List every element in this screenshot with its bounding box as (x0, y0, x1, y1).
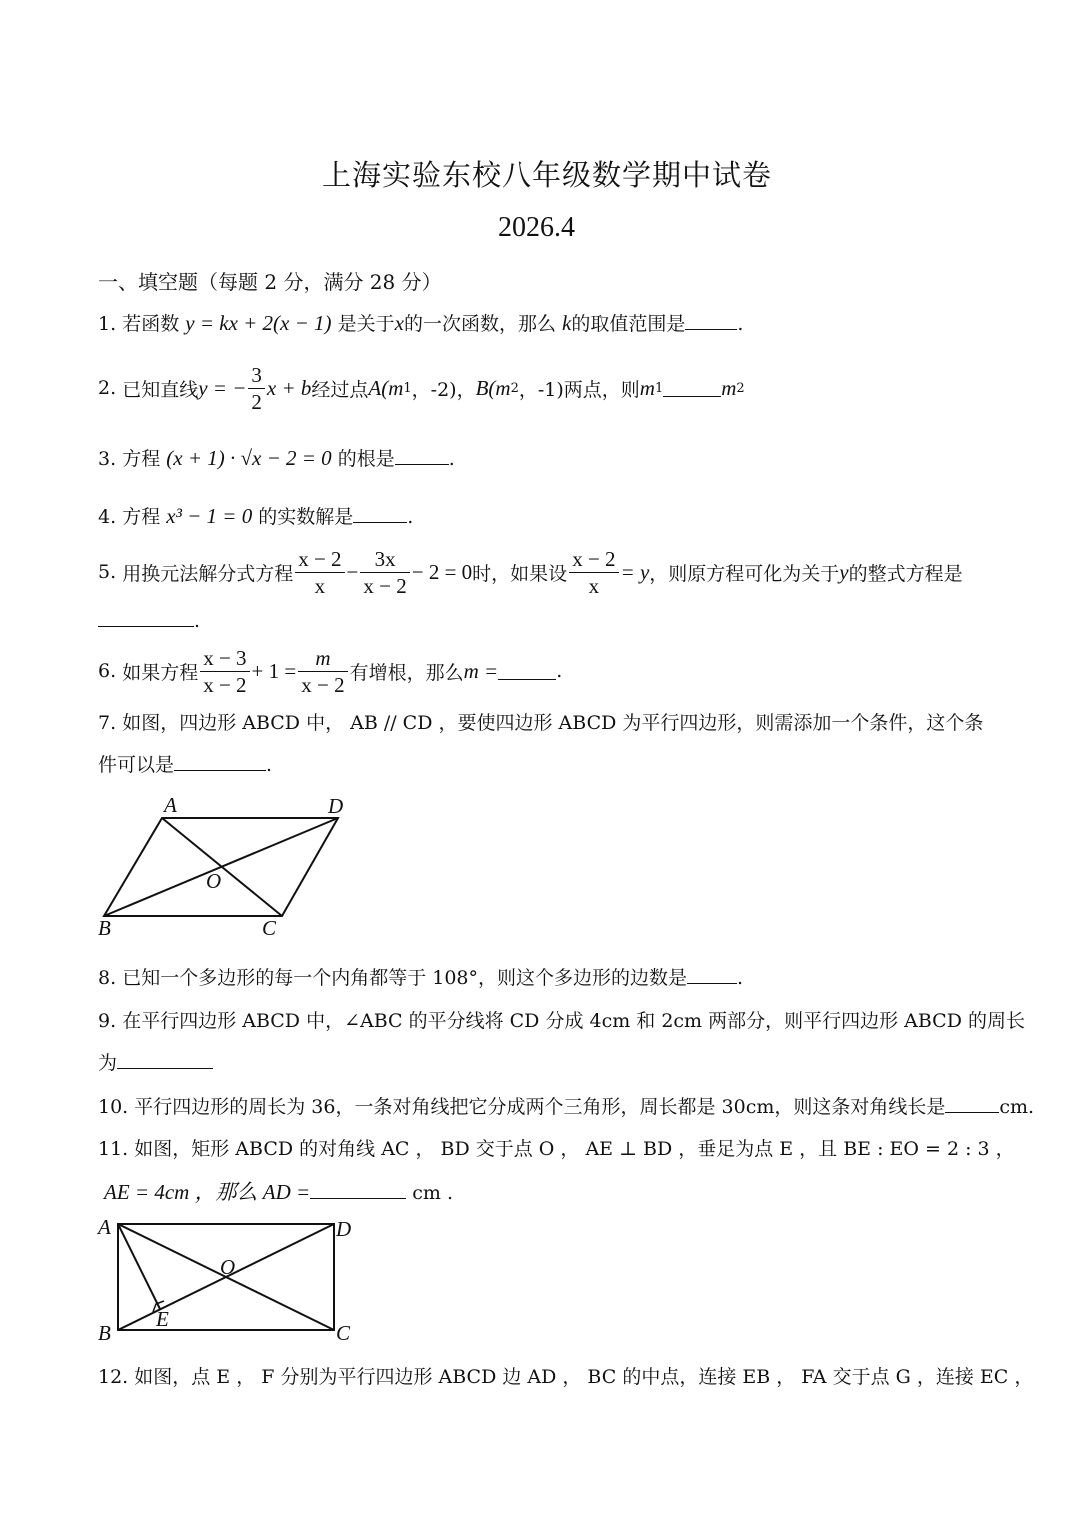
answer-blank[interactable] (117, 1052, 213, 1069)
fraction: $\frac{3}{2}$ (248, 362, 265, 415)
question-11: 11. 如图，矩形 ABCD 的对角线 AC ， BD 交于点 O ， AE ⊥ BD ，垂足为点 E ，且 BE : EO = 2 : 3 ， (98, 1138, 1015, 1160)
question-number: 12. (98, 1366, 129, 1388)
answer-blank[interactable] (174, 754, 266, 771)
formula: (x + 1) · √x − 2 = 0 (166, 446, 332, 470)
answer-blank[interactable] (353, 506, 407, 523)
question-4: 4. 方程 x³ − 1 = 0 的实数解是 . (98, 504, 414, 528)
label-o: O (206, 869, 222, 893)
label-b: B (98, 1321, 111, 1345)
question-9: 9. 在平行四边形 ABCD 中，∠ABC 的平分线将 CD 分成 4cm 和 2cm 两部分，则平行四边形 ABCD 的周长 (98, 1010, 1025, 1032)
question-number: 1. (98, 313, 117, 335)
answer-blank[interactable] (498, 663, 556, 680)
question-number: 6. (98, 660, 117, 682)
question-10: 10. 平行四边形的周长为 36，一条对角线把它分成两个三角形，周长都是 30cm，则这条对角线长是 cm. (98, 1096, 1035, 1118)
question-11-line2: AE = 4cm ，那么 AD = cm . (104, 1180, 454, 1204)
label-o: O (220, 1255, 236, 1279)
question-number: 9. (98, 1010, 117, 1032)
answer-blank[interactable] (685, 313, 737, 330)
label-a: A (164, 793, 177, 817)
question-6: 6. 如果方程 $\frac{x - 3}{x - 2}$ + 1 = $\frac{m}{x - 2}$ 有增根，那么 m = . (98, 645, 563, 697)
answer-blank[interactable] (395, 448, 449, 465)
formula: x³ − 1 = 0 (166, 504, 253, 528)
answer-blank[interactable] (687, 967, 737, 984)
perpendicular-ae (118, 1224, 160, 1309)
answer-blank[interactable] (98, 610, 194, 627)
question-1: 1. 若函数 y = kx + 2(x − 1) 是关于x的一次函数，那么 k的取值范围是 . (98, 311, 744, 335)
question-number: 5. (98, 561, 117, 583)
answer-blank[interactable] (663, 380, 721, 397)
question-5: 5. 用换元法解分式方程 $\frac{x - 2}{x}$ − $\frac{3x}{x - 2}$ − 2 = 0 时，如果设 $\frac{x - 2}{x}$ = y ，则原方程可化为关于 y 的整式方程是 (98, 546, 963, 598)
question-number: 4. (98, 506, 117, 528)
question-number: 3. (98, 448, 117, 470)
label-b: B (98, 916, 111, 940)
question-number: 7. (98, 712, 117, 734)
question-number: 8. (98, 967, 117, 989)
label-c: C (262, 916, 277, 940)
label-c: C (336, 1321, 351, 1345)
question-12: 12. 如图，点 E ， F 分别为平行四边形 ABCD 边 AD ， BC 的中点，连接 EB ， FA 交于点 G ，连接 EC ， (98, 1366, 1034, 1388)
label-d: D (336, 1217, 352, 1241)
question-9-line2: 为 (98, 1048, 213, 1075)
question-7-line2: 件可以是 . (98, 754, 273, 776)
parallelogram-figure (90, 790, 360, 940)
fraction: $\frac{x - 2}{x}$ (295, 546, 344, 599)
fraction: $\frac{x - 3}{x - 2}$ (200, 645, 249, 698)
diagonal-bd (104, 818, 338, 916)
question-number: 10. (98, 1096, 129, 1118)
rectangle-figure (90, 1212, 370, 1347)
fraction: $\frac{x - 2}{x}$ (569, 546, 618, 599)
label-e: E (156, 1307, 169, 1331)
label-d: D (328, 794, 344, 818)
fraction: $\frac{3x}{x - 2}$ (360, 546, 409, 599)
question-number: 2. (98, 377, 117, 399)
question-8: 8. 已知一个多边形的每一个内角都等于 108°，则这个多边形的边数是 . (98, 967, 744, 989)
answer-blank[interactable] (945, 1096, 999, 1113)
answer-blank[interactable] (310, 1182, 406, 1199)
page-title: 上海实验东校八年级数学期中试卷 (322, 158, 773, 192)
question-number: 11. (98, 1138, 129, 1160)
section-heading: 一、填空题（每题 2 分，满分 28 分） (98, 270, 442, 294)
question-2: 2. 已知直线 y = − $\frac{3}{2}$ x + b 经过点 A( m 1 ，-2)， B( m 2 ，-1)两点，则 m 1 m 2 (98, 362, 745, 414)
fraction: $\frac{m}{x - 2}$ (298, 645, 347, 698)
label-a: A (98, 1215, 111, 1239)
question-3: 3. 方程 (x + 1) · √x − 2 = 0 的根是 . (98, 446, 455, 470)
question-7: 7. 如图，四边形 ABCD 中， AB // CD ，要使四边形 ABCD 为平行四边形，则需添加一个条件，这个条 (98, 712, 984, 734)
exam-date: 2026.4 (498, 212, 575, 243)
formula: y = kx + 2(x − 1) (185, 311, 332, 335)
question-5-answer-line: . (98, 610, 200, 632)
